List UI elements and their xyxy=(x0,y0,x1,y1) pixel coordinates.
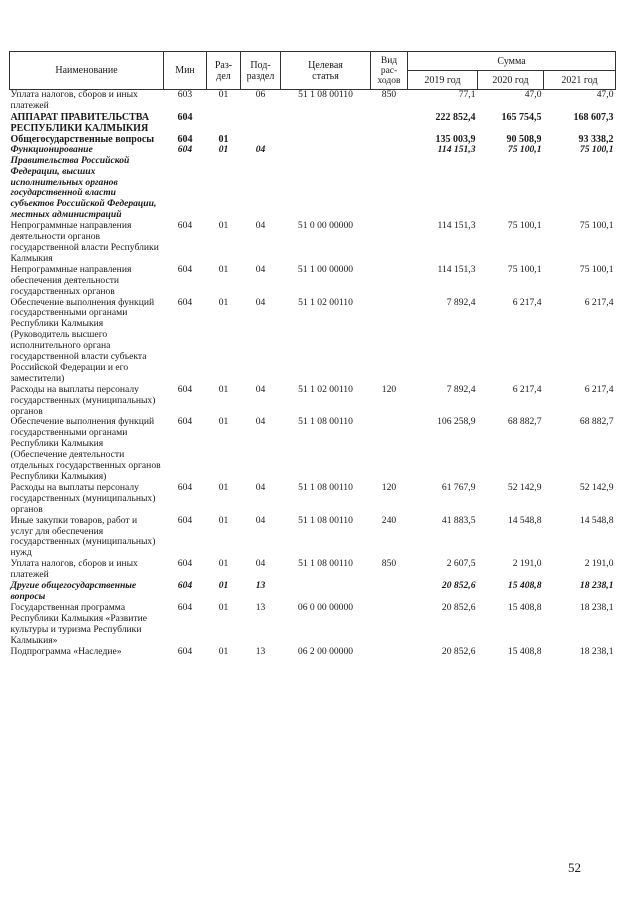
cell-name: Общегосударственные вопросы xyxy=(10,133,155,145)
cell-podrazdel: 04 xyxy=(255,416,266,428)
cell-celevaya xyxy=(281,134,371,145)
cell-sum-2020: 68 882,7 xyxy=(507,416,542,428)
cell-vid: 850 xyxy=(381,558,397,570)
cell-sum-2020: 6 217,4 xyxy=(512,296,542,308)
cell-min: 604 xyxy=(177,514,193,526)
cell-celevaya: 51 1 08 00110 xyxy=(298,558,353,570)
cell-sum-2019: 106 258,9 xyxy=(437,416,476,428)
table-row xyxy=(10,516,616,560)
table-row xyxy=(10,417,616,482)
cell-celevaya: 51 1 08 00110 xyxy=(298,514,353,526)
cell-sum-2021: 18 238,1 xyxy=(579,580,614,592)
cell-celevaya: 51 1 08 00110 xyxy=(298,481,353,493)
cell-podrazdel: 13 xyxy=(255,580,266,592)
table-row xyxy=(10,145,616,221)
cell-name: Непрограммные направления деятельности органов государственной власти Республики Калмыкия xyxy=(10,220,159,264)
cell-celevaya: 06 2 00 00000 xyxy=(297,645,354,657)
cell-sum-2021: 2 191,0 xyxy=(584,558,614,570)
table-row xyxy=(10,581,616,603)
cell-min: 604 xyxy=(177,558,193,570)
cell-sum-2019: 77,1 xyxy=(458,89,476,100)
cell-razdel: 01 xyxy=(218,143,229,155)
cell-sum-2021: 18 238,1 xyxy=(579,645,614,657)
cell-min: 604 xyxy=(177,133,193,145)
cell-name: Расходы на выплаты персоналу государственных (муниципальных) органов xyxy=(10,481,156,515)
cell-sum-2019: 20 852,6 xyxy=(441,580,476,592)
cell-name: АППАРАТ ПРАВИТЕЛЬСТВА РЕСПУБЛИКИ КАЛМЫКИЯ xyxy=(10,111,150,134)
header-year-2021: 2021 год xyxy=(544,71,616,90)
cell-podrazdel: 04 xyxy=(255,220,266,232)
cell-celevaya: 51 1 02 00110 xyxy=(298,383,353,395)
cell-sum-2020: 14 548,8 xyxy=(507,514,542,526)
cell-razdel: 01 xyxy=(218,133,229,145)
cell-celevaya: 06 0 00 00000 xyxy=(297,601,354,613)
cell-vid xyxy=(371,221,408,265)
cell-celevaya: 51 1 02 00110 xyxy=(298,296,353,308)
cell-name: Обеспечение выполнения функций государственными органами Республики Калмыкия (Обеспечение деятельности отдельных государственных органов Республики Калмыкия) xyxy=(10,416,161,482)
cell-vid: 240 xyxy=(381,514,397,526)
cell-vid xyxy=(371,134,408,145)
cell-vid xyxy=(371,112,408,134)
header-vid: Вид рас- ходов xyxy=(371,52,408,90)
cell-podrazdel xyxy=(241,112,281,134)
cell-sum-2021: 14 548,8 xyxy=(579,514,614,526)
cell-min: 604 xyxy=(177,383,193,395)
cell-celevaya xyxy=(281,145,371,221)
cell-celevaya xyxy=(281,581,371,603)
cell-min: 603 xyxy=(177,89,193,100)
cell-sum-2020: 90 508,9 xyxy=(506,133,542,145)
cell-sum-2019: 7 892,4 xyxy=(446,383,476,395)
table-row xyxy=(10,221,616,265)
cell-podrazdel: 06 xyxy=(255,89,266,100)
cell-celevaya: 51 1 08 00110 xyxy=(298,416,353,428)
header-min: Мин xyxy=(164,52,207,90)
cell-name: Уплата налогов, сборов и иных платежей xyxy=(10,558,138,581)
cell-min: 604 xyxy=(177,143,193,155)
cell-podrazdel: 13 xyxy=(255,645,266,657)
table-row xyxy=(10,112,616,134)
table-header xyxy=(10,52,616,90)
cell-name: Обеспечение выполнения функций государственными органами Республики Калмыкия (Руководитель высшего исполнительного органа государственной власти субъекта Российской Федерации и его заместители) xyxy=(10,296,155,384)
cell-sum-2020: 75 100,1 xyxy=(507,220,542,232)
cell-sum-2021: 18 238,1 xyxy=(579,601,614,613)
cell-vid xyxy=(371,298,408,385)
cell-vid xyxy=(371,265,408,298)
header-celevaya: Целевая статья xyxy=(281,52,371,90)
cell-razdel: 01 xyxy=(218,263,229,275)
cell-min: 604 xyxy=(177,601,193,613)
page-number: 52 xyxy=(568,860,581,875)
header-razdel: Раз- дел xyxy=(207,52,241,90)
cell-sum-2020: 2 191,0 xyxy=(512,558,542,570)
cell-vid xyxy=(371,581,408,603)
cell-razdel: 01 xyxy=(218,481,229,493)
cell-celevaya: 51 1 08 00110 xyxy=(298,89,353,100)
cell-name: Функционирование Правительства Российской Федерации, высших исполнительных органов государственной власти субъектов Российской Федерации, местных администраций xyxy=(10,143,157,221)
cell-sum-2020: 6 217,4 xyxy=(512,383,542,395)
cell-celevaya: 51 1 00 00000 xyxy=(297,263,354,275)
table-row xyxy=(10,559,616,581)
cell-razdel: 01 xyxy=(218,89,229,100)
cell-sum-2020: 165 754,5 xyxy=(501,111,542,123)
table-row xyxy=(10,265,616,298)
cell-sum-2021: 68 882,7 xyxy=(579,416,614,428)
cell-sum-2019: 114 151,3 xyxy=(437,220,476,232)
cell-vid: 850 xyxy=(381,89,397,100)
cell-min: 604 xyxy=(177,263,193,275)
header-year-2020: 2020 год xyxy=(478,71,544,90)
cell-sum-2019: 41 883,5 xyxy=(441,514,476,526)
cell-name: Другие общегосударственные вопросы xyxy=(10,580,137,602)
cell-min: 604 xyxy=(177,296,193,308)
cell-podrazdel: 04 xyxy=(255,296,266,308)
cell-sum-2021: 75 100,1 xyxy=(579,220,614,232)
cell-name: Расходы на выплаты персоналу государственных (муниципальных) органов xyxy=(10,383,156,417)
cell-sum-2021: 6 217,4 xyxy=(584,296,614,308)
cell-sum-2019: 114 151,3 xyxy=(437,143,476,155)
cell-vid: 120 xyxy=(381,383,397,395)
cell-podrazdel: 04 xyxy=(255,558,266,570)
cell-razdel xyxy=(207,112,241,134)
cell-sum-2021: 52 142,9 xyxy=(579,481,614,493)
cell-sum-2020: 15 408,8 xyxy=(507,580,542,592)
cell-podrazdel: 04 xyxy=(255,143,266,155)
cell-sum-2020: 75 100,1 xyxy=(507,143,542,155)
table-row xyxy=(10,298,616,385)
cell-podrazdel: 13 xyxy=(255,601,266,613)
cell-sum-2021: 75 100,1 xyxy=(579,263,614,275)
cell-sum-2019: 222 852,4 xyxy=(435,111,476,123)
cell-razdel: 01 xyxy=(218,383,229,395)
cell-name: Государственная программа Республики Калмыкия «Развитие культуры и туризма Республики Калмыкия» xyxy=(10,601,147,646)
cell-vid xyxy=(371,647,408,658)
cell-sum-2019: 20 852,6 xyxy=(441,645,476,657)
cell-min: 604 xyxy=(177,481,193,493)
cell-name: Подпрограмма «Наследие» xyxy=(10,645,122,657)
header-podrazdel: Под- раздел xyxy=(241,52,281,90)
header-name: Наименование xyxy=(10,52,164,90)
table-row xyxy=(10,483,616,516)
cell-name: Уплата налогов, сборов и иных платежей xyxy=(10,89,138,111)
cell-celevaya: 51 0 00 00000 xyxy=(297,220,354,232)
cell-sum-2020: 47,0 xyxy=(524,89,542,100)
cell-sum-2019: 20 852,6 xyxy=(441,601,476,613)
cell-sum-2020: 15 408,8 xyxy=(507,601,542,613)
cell-sum-2021: 75 100,1 xyxy=(579,143,614,155)
cell-vid: 120 xyxy=(381,481,397,493)
cell-razdel: 01 xyxy=(218,558,229,570)
table-row xyxy=(10,647,616,658)
cell-razdel: 01 xyxy=(218,601,229,613)
cell-razdel: 01 xyxy=(218,514,229,526)
table-body xyxy=(10,90,616,658)
table-row xyxy=(10,385,616,418)
cell-sum-2020: 75 100,1 xyxy=(507,263,542,275)
cell-min: 604 xyxy=(177,645,193,657)
cell-name: Непрограммные направления обеспечения деятельности государственных органов xyxy=(10,263,132,297)
table-row xyxy=(10,603,616,647)
cell-min: 604 xyxy=(177,111,193,123)
cell-min: 604 xyxy=(177,220,193,232)
cell-sum-2021: 47,0 xyxy=(596,89,614,100)
cell-min: 604 xyxy=(177,580,193,592)
cell-sum-2020: 52 142,9 xyxy=(507,481,542,493)
cell-sum-2021: 6 217,4 xyxy=(584,383,614,395)
budget-table xyxy=(9,51,616,657)
cell-sum-2019: 114 151,3 xyxy=(437,263,476,275)
cell-sum-2019: 7 892,4 xyxy=(446,296,476,308)
table-row xyxy=(10,90,616,112)
cell-name: Иные закупки товаров, работ и услуг для обеспечения государственных (муниципальных) нужд xyxy=(10,514,156,559)
header-summa: Сумма xyxy=(408,52,616,71)
header-year-2019: 2019 год xyxy=(408,71,478,90)
cell-razdel: 01 xyxy=(218,580,229,592)
cell-razdel: 01 xyxy=(218,645,229,657)
cell-celevaya xyxy=(281,112,371,134)
cell-vid xyxy=(371,145,408,221)
cell-min: 604 xyxy=(177,416,193,428)
cell-razdel: 01 xyxy=(218,416,229,428)
cell-sum-2021: 93 338,2 xyxy=(578,133,614,145)
cell-sum-2019: 61 767,9 xyxy=(441,481,476,493)
cell-sum-2021: 168 607,3 xyxy=(573,111,614,123)
cell-vid xyxy=(371,417,408,482)
cell-razdel: 01 xyxy=(218,296,229,308)
cell-podrazdel: 04 xyxy=(255,481,266,493)
cell-podrazdel: 04 xyxy=(255,263,266,275)
cell-razdel: 01 xyxy=(218,220,229,232)
cell-vid xyxy=(371,603,408,647)
cell-sum-2019: 2 607,5 xyxy=(446,558,476,570)
cell-sum-2019: 135 003,9 xyxy=(435,133,476,145)
cell-podrazdel: 04 xyxy=(255,383,266,395)
cell-podrazdel: 04 xyxy=(255,514,266,526)
cell-sum-2020: 15 408,8 xyxy=(507,645,542,657)
